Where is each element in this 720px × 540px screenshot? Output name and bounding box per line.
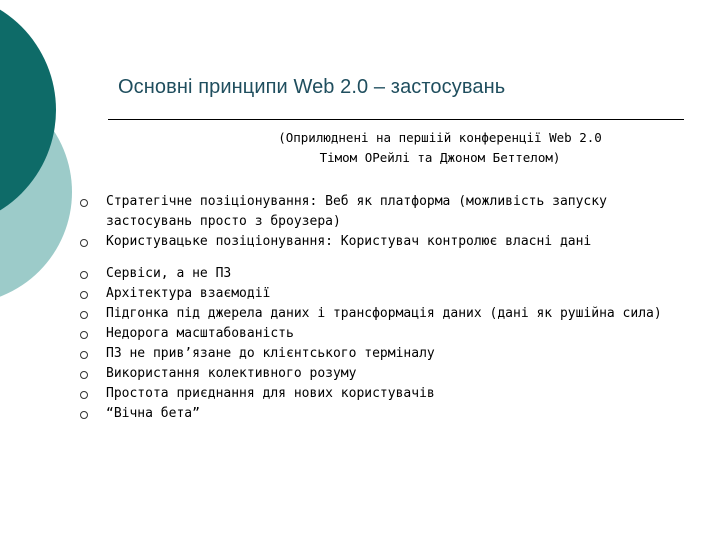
- bullet-text: Користувацьке позіціонування: Користувач контролює власні дані: [106, 234, 592, 249]
- bullet-text: Архітектура взаємодії: [106, 286, 271, 301]
- bullet-text: Сервіси, а не ПЗ: [106, 266, 232, 281]
- bullet-text-continued: застосувань просто з броузера): [106, 214, 341, 229]
- list-item: [80, 344, 710, 364]
- bullet-text: Використання колективного розуму: [106, 366, 357, 381]
- subtitle-line-2: Тімом ОРейлі та Джоном Беттелом): [319, 150, 561, 165]
- circle-bullet-icon: [80, 371, 88, 379]
- bullet-text: “Вічна бета”: [106, 406, 200, 421]
- list-item: [80, 384, 710, 404]
- bullet-text: ПЗ не прив’язане до клієнтського терміналу: [106, 346, 435, 361]
- circle-bullet-icon: [80, 331, 88, 339]
- circle-bullet-icon: [80, 351, 88, 359]
- circle-bullet-icon: [80, 199, 88, 207]
- circle-bullet-icon: [80, 391, 88, 399]
- circle-bullet-icon: [80, 239, 88, 247]
- circle-bullet-icon: [80, 411, 88, 419]
- circle-bullet-icon: [80, 291, 88, 299]
- bullet-text: Підгонка під джерела даних і трансформація даних (дані як рушійна сила): [106, 306, 662, 321]
- bullet-text: Недорога масштабованість: [106, 326, 294, 341]
- bullet-list: [80, 192, 710, 424]
- circle-bullet-icon: [80, 311, 88, 319]
- list-item: [80, 304, 710, 324]
- list-item: [80, 232, 710, 252]
- list-item: [80, 264, 710, 284]
- list-item: [80, 192, 710, 232]
- bullet-text: Стратегічне позіціонування: Веб як платформа (можливість запуску: [106, 194, 607, 209]
- slide-subtitle: [200, 128, 680, 168]
- list-item: [80, 324, 710, 344]
- list-item: [80, 364, 710, 384]
- title-divider: [108, 119, 684, 120]
- list-item: [80, 404, 710, 424]
- bullet-text: Простота приєднання для нових користувачів: [106, 386, 435, 401]
- circle-bullet-icon: [80, 271, 88, 279]
- slide-title: Основні принципи Web 2.0 – застосувань: [118, 76, 506, 98]
- subtitle-line-1: (Оприлюднені на першіій конференції Web 2.0: [278, 130, 602, 145]
- list-item: [80, 284, 710, 304]
